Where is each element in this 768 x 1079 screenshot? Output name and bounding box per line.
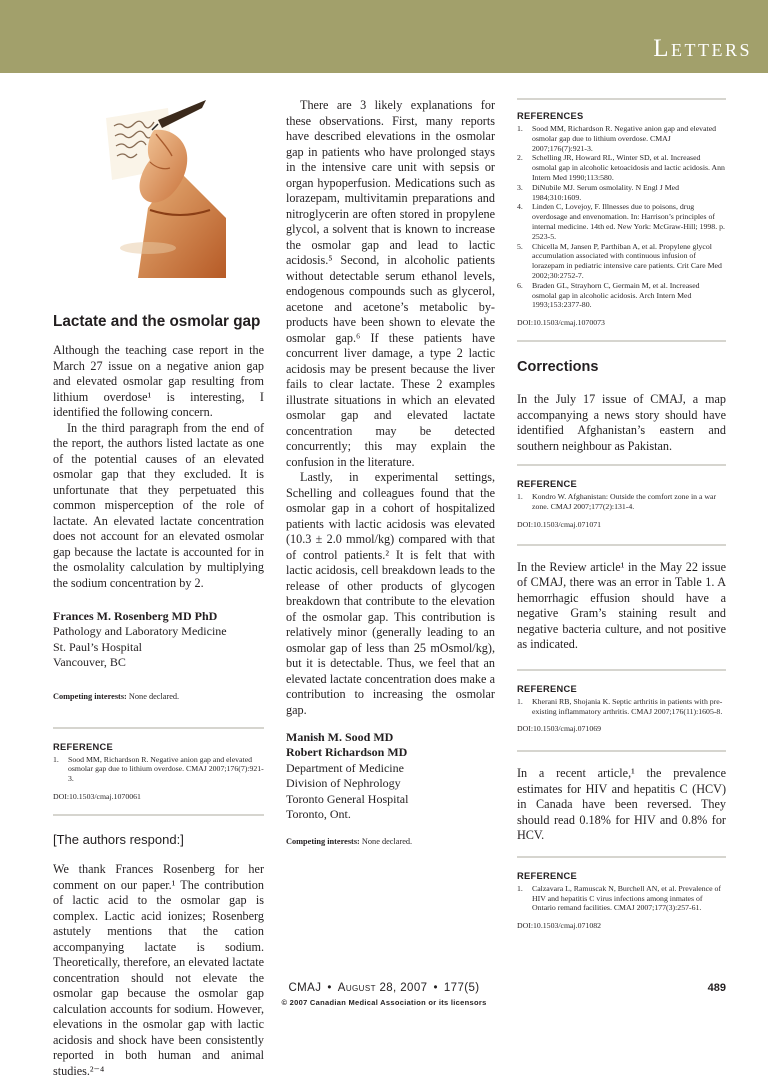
author-affiliation: St. Paul’s Hospital	[53, 639, 143, 654]
reference-heading: REFERENCE	[517, 683, 578, 694]
reference-list	[517, 697, 726, 717]
footer-journal: CMAJ	[288, 982, 322, 994]
author-affiliation: Toronto General Hospital	[286, 791, 409, 806]
column-3	[517, 98, 726, 931]
divider	[517, 669, 726, 671]
divider	[517, 98, 726, 100]
author-name: Manish M. Sood MD	[286, 730, 394, 744]
reference-list	[517, 492, 726, 512]
letter-author	[53, 609, 264, 671]
footer-citation: CMAJ • August 28, 2007 • 177(5)	[288, 982, 480, 994]
reference-item: 2. Schelling JR, Howard RL, Winter SD, et al. Increased osmolal gap in alcoholic ketoacidosis and lactic acidosis. Ann Intern Med 1990;113:580.	[517, 153, 725, 182]
column-2	[286, 98, 495, 847]
doi: DOI:10.1503/cmaj.1070061	[53, 792, 141, 802]
footer-date: August 28, 2007	[337, 982, 428, 994]
divider	[53, 727, 264, 729]
copyright: © 2007 Canadian Medical Association or its licensors	[281, 998, 487, 1007]
reference-heading: REFERENCE	[53, 741, 114, 752]
author-affiliation: Pathology and Laboratory Medicine	[53, 624, 227, 639]
reference-list	[517, 884, 726, 913]
reference-item: 1. Kondro W. Afghanistan: Outside the comfort zone in a war zone. CMAJ 2007;177(2):131-4.	[517, 492, 717, 511]
divider	[517, 750, 726, 752]
correction-text: In a recent article,¹ the prevalence estimates for HIV and hepatitis C (HCV) in Canada have been reversed. They should read 0.18% for HIV and 0.8% for HCV.	[517, 766, 726, 843]
competing-interests: Competing interests: None declared.	[53, 691, 180, 701]
divider	[517, 340, 726, 342]
correction-text: In the Review article¹ in the May 22 issue of CMAJ, there was an error in Table 1. A hemorrhagic effusion should have a negative Gram’s staining result and negative bacteria culture, and not positive as indicated.	[517, 559, 726, 652]
reference-item: 1. Sood MM, Richardson R. Negative anion gap and elevated osmolar gap due to lithium overdose. CMAJ 2007;176(7):921-3.	[53, 754, 264, 784]
reference-item: 5. Chicella M, Jansen P, Parthiban A, et al. Propylene glycol accumulation associated with continuous infusion of lorazepam in pediatric intensive care patients. Crit Care Med 2002;30:2752-7.	[517, 241, 722, 280]
reference-heading: REFERENCES	[517, 111, 584, 121]
reference-item: 1. Kherani RB, Shojania K. Septic arthritis in patients with pre-existing inflammatory arthritis. CMAJ 2007;176(11):1605-8.	[517, 696, 723, 716]
reference-item: 6. Braden GL, Strayhorn C, Germain M, et al. Increased osmolal gap in alcoholic acidosis. Arch Intern Med 1993;153:2377-80.	[517, 280, 700, 310]
doi: DOI:10.1503/cmaj.071071	[517, 519, 602, 529]
section-banner	[0, 0, 768, 73]
reference-item: 4. Linden C, Lovejoy, F. Illnesses due to poisons, drug overdosage and envenomation. In: Harrison’s principles of internal medicine. 14th ed. New York: McGraw-Hill; 1998. p. 2523-5.	[517, 202, 725, 241]
author-affiliation: Department of Medicine	[286, 760, 404, 775]
author-affiliation: Division of Nephrology	[286, 776, 401, 791]
response-paragraph: There are 3 likely explanations for these observations. First, many reports have described elevations in the osmolar gap in patients who have prolonged stays in the intensive care unit with sepsis or organ hypoperfusion. Medications such as lorazepam, multivitamin preparations and nitroglycerin are often stored in propylene glycol, a solvent that is known to increase the osmolar gap and lead to lactic acidosis.⁵ Second, in alcoholic patients without detectable serum ethanol levels, endogenous compounds such as glycerol, acetone and acetone’s metabolic by-products have been shown to elevate the osmolar gap.⁶ If these patients have concurrent liver damage, a type 2 lactic acidosis may be present because the liver fails to clear lactate. These 2 examples illustrate situations in which an elevated osmolar gap and elevated lactate concentration may be detected concurrently; this may explain the confusion in the literature.	[286, 98, 495, 469]
response-authors	[286, 730, 495, 822]
reference-heading: REFERENCE	[517, 479, 578, 490]
reference-list	[53, 755, 264, 784]
doi: DOI:10.1503/cmaj.1070073	[517, 318, 605, 328]
reference-item: 3. DiNubile MJ. Serum osmolality. N Engl J Med 1984;310:1609.	[517, 182, 679, 202]
author-name: Frances M. Rosenberg MD PhD	[53, 609, 218, 623]
page-number: 489	[707, 982, 726, 994]
letter-paragraph: In the third paragraph from the end of the report, the authors listed lactate as one of the potential causes of an elevated osmolar gap that they excluded. It is unfortunate that they perpetuated this common misperception of the role of lactate. An elevated lactate concentration does not account for an elevated osmolar gap because the lactate is accounted for in the osmolality calculation by multiplying the sodium concentration by 2.	[53, 420, 264, 590]
writing-hand-illustration	[98, 98, 228, 278]
reference-item: 1. Sood MM, Richardson R. Negative anion gap and elevated osmolar gap due to lithium overdose. CMAJ 2007;176(7):921-3.	[517, 124, 717, 153]
column-1	[53, 343, 264, 1079]
footer-volume: 177(5)	[443, 982, 480, 994]
reference-list	[517, 124, 726, 310]
author-name: Robert Richardson MD	[286, 745, 408, 760]
doi: DOI:10.1503/cmaj.071069	[517, 724, 602, 734]
reference-item: 1. Calzavara L, Ramuscak N, Burchell AN, et al. Prevalence of HIV and hepatitis C virus infections among inmates of Ontario remand facilities. CMAJ 2007;177(3):257-61.	[517, 883, 722, 913]
article-title: Lactate and the osmolar gap	[53, 313, 261, 330]
response-paragraph: We thank Frances Rosenberg for her comment on our paper.¹ The contribution of lactic acid to the osmolar gap is complex. Lactic acid ionizes; Rosenberg astutely mentions that the cation accompanying lactate is sodium. Theoretically, therefore, an elevated lactate concentration should not elevate the osmolar gap because the osmolar gap calculation accounts for sodium. However, elevations in the osmolar gap with lactic acidosis and shock have been consistently reported in both human and animal studies.²⁻⁴	[53, 862, 264, 1078]
author-affiliation: Vancouver, BC	[53, 655, 126, 670]
correction-text: In the July 17 issue of CMAJ, a map accompanying a news story should have identified Afghanistan’s eastern and southern neighbour as Pakistan.	[517, 392, 726, 453]
divider	[517, 544, 726, 546]
response-heading: [The authors respond:]	[53, 832, 184, 848]
corrections-heading: Corrections	[517, 359, 599, 376]
response-paragraph: Lastly, in experimental settings, Schelling and colleagues found that the osmolar gap in a cohort of hospitalized patients with lactic acidosis was elevated (10.3 ± 2.0 mmol/kg) compared with that of control patients.² It is felt that with lactic acidosis, cell breakdown leads to the release of other products of glycogen breakdown that contribute to the elevation of the osmolar gap. This contribution is relatively minor (generally leading to an osmolar gap of less than 25 mOsmol/kg), but it is detectable. Thus, we feel that an elevated lactate concentration does make a contribution to increasing the osmolar gap.	[286, 470, 495, 717]
author-affiliation: Toronto, Ont.	[286, 807, 351, 822]
letter-paragraph: Although the teaching case report in the March 27 issue on a negative anion gap and elevated osmolar gap resulting from lithium overdose¹ is interesting, I identified the following concern.	[53, 343, 264, 419]
divider	[517, 464, 726, 466]
doi: DOI:10.1503/cmaj.071082	[517, 921, 602, 931]
section-title: Letters	[653, 35, 752, 62]
reference-heading: REFERENCE	[517, 870, 578, 881]
divider	[53, 814, 264, 816]
competing-interests: Competing interests: None declared.	[286, 837, 413, 847]
divider	[517, 856, 726, 858]
